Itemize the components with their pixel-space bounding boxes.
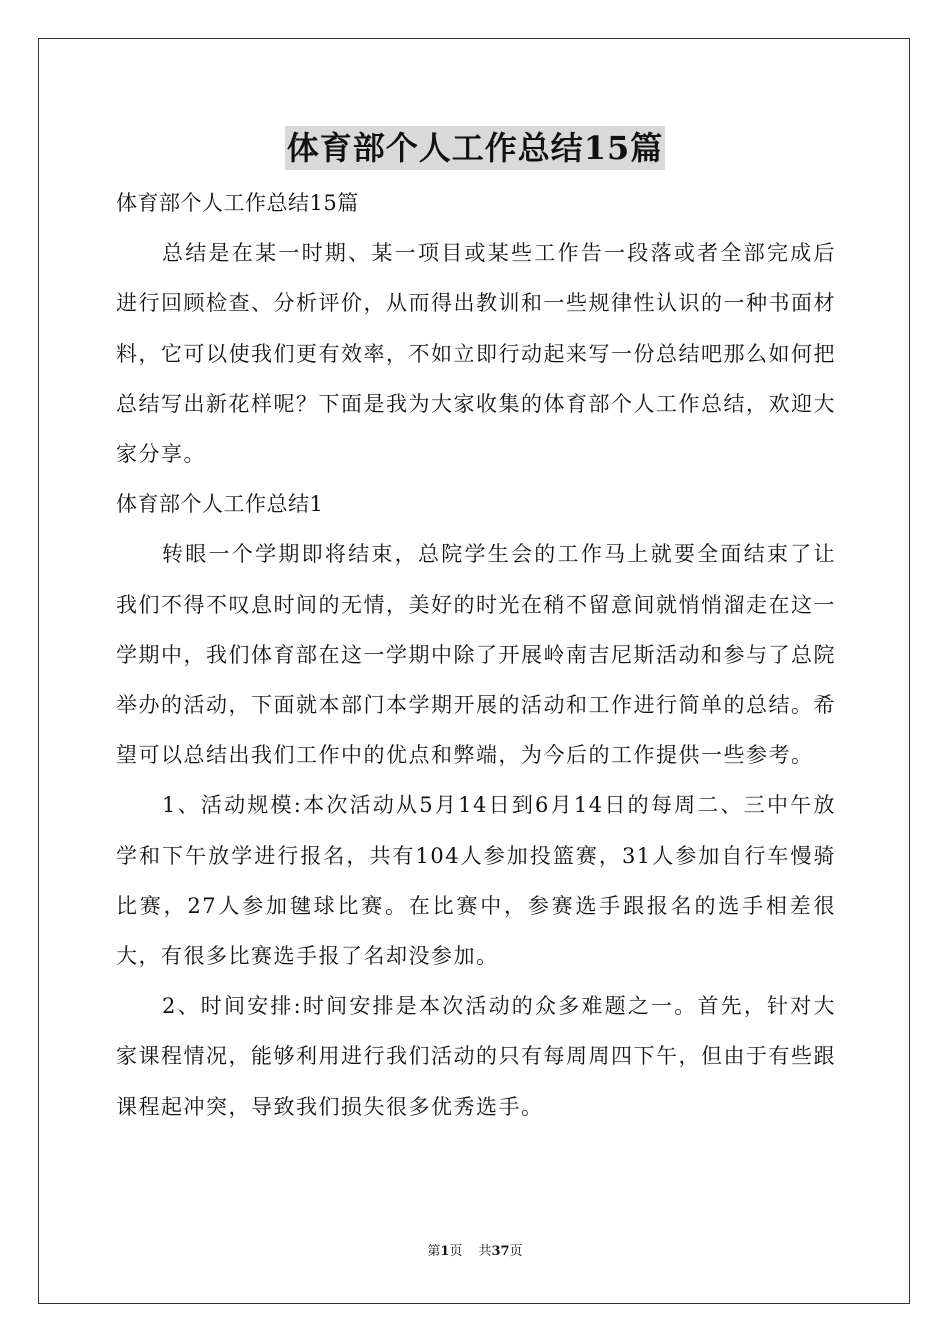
subtitle-paragraph: 体育部个人工作总结15篇 xyxy=(116,191,359,215)
current-page-number: 1 xyxy=(440,1244,450,1259)
section-heading: 体育部个人工作总结1 xyxy=(116,492,324,517)
page-footer xyxy=(0,1242,950,1262)
intro-paragraph: 总结是在某一时期、某一项目或某些工作告一段落或者全部完成后进行回顾检查、分析评价，从而得出教训和一些规律性认识的一种书面材料，它可以使我们更有效率，不如立即行动起来写一份总结吧那么如何把总结写出新花样呢？下面是我为大家收集的体育部个人工作总结，欢迎大家分享。 xyxy=(116,241,836,467)
document-title: 体育部个人工作总结15篇 xyxy=(285,126,666,170)
body-paragraph: 转眼一个学期即将结束，总院学生会的工作马上就要全面结束了让我们不得不叹息时间的无情，美好的时光在稍不留意间就悄悄溜走在这一学期中，我们体育部在这一学期中除了开展岭南吉尼斯活动和参与了总院举办的活动，下面就本部门本学期开展的活动和工作进行简单的总结。希望可以总结出我们工作中的优点和弊端，为今后的工作提供一些参考。 xyxy=(116,542,836,768)
title-container xyxy=(0,126,950,170)
body-paragraph: 1、活动规模:本次活动从5月14日到6月14日的每周二、三中午放学和下午放学进行报名，共有104人参加投篮赛，31人参加自行车慢骑比赛，27人参加毽球比赛。在比赛中，参赛选手跟报名的选手相差很大，有很多比赛选手报了名却没参加。 xyxy=(116,793,836,969)
total-page-count: 37 xyxy=(491,1244,510,1259)
body-paragraph: 2、时间安排:时间安排是本次活动的众多难题之一。首先，针对大家课程情况，能够利用进行我们活动的只有每周周四下午，但由于有些跟课程起冲突，导致我们损失很多优秀选手。 xyxy=(116,994,836,1119)
total-label-prefix: 共 xyxy=(478,1244,492,1259)
document-body xyxy=(116,178,836,1132)
page-label-prefix: 第 xyxy=(427,1244,441,1259)
page-label-suffix: 页 xyxy=(449,1244,463,1259)
total-label-suffix: 页 xyxy=(509,1244,523,1259)
